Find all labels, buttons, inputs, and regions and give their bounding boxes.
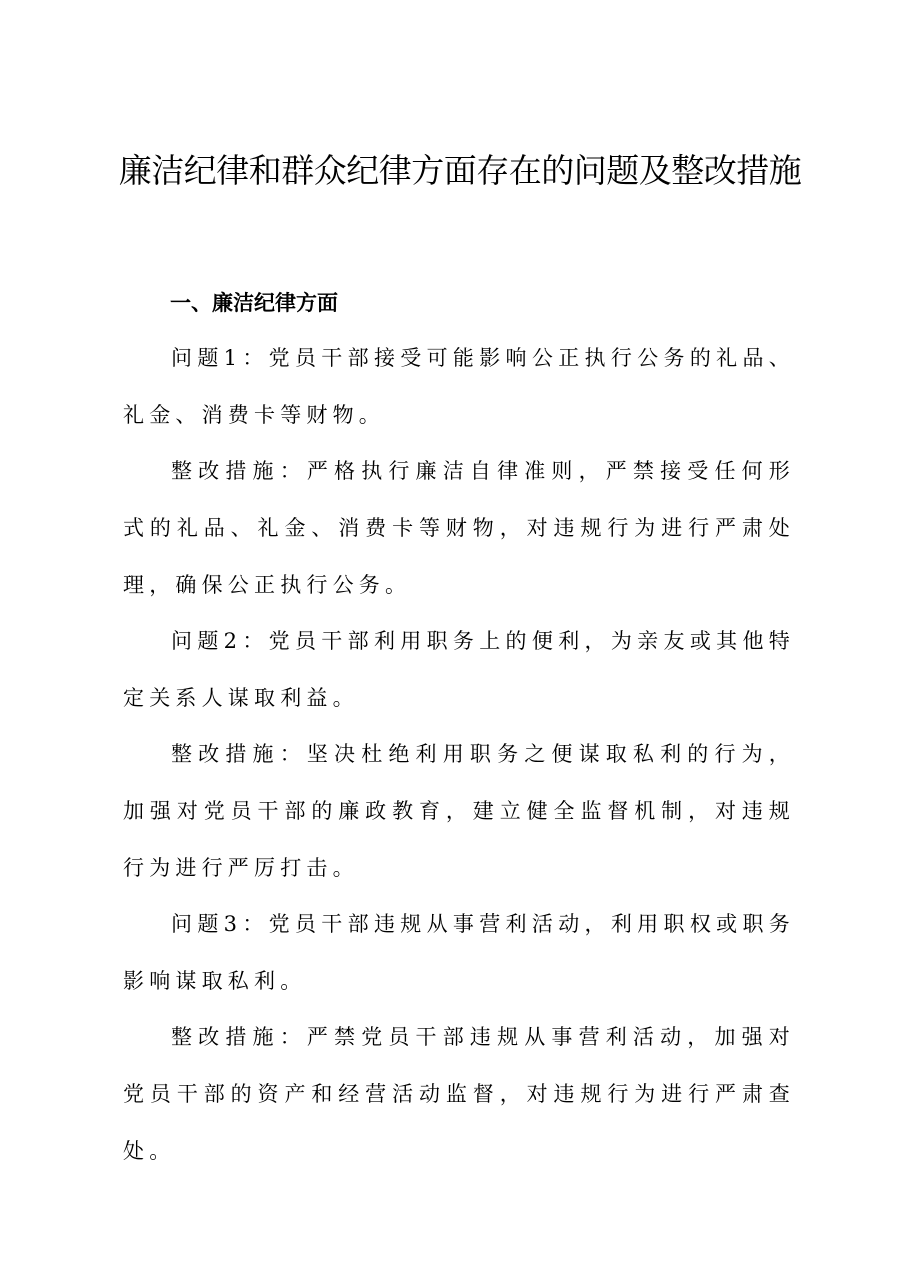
measure-1-paragraph: 整改措施：严格执行廉洁自律准则，严禁接受任何形式的礼品、礼金、消费卡等财物，对违规行为进行严肃处理，确保公正执行公务。 bbox=[123, 459, 795, 597]
problem-1-paragraph: 问题1：党员干部接受可能影响公正执行公务的礼品、礼金、消费卡等财物。 bbox=[123, 346, 795, 427]
measure-2-paragraph: 整改措施：坚决杜绝利用职务之便谋取私利的行为，加强对党员干部的廉政教育，建立健全监督机制，对违规行为进行严厉打击。 bbox=[123, 742, 795, 880]
document-title: 廉洁纪律和群众纪律方面存在的问题及整改措施 bbox=[118, 151, 802, 190]
section-heading: 一、廉洁纪律方面 bbox=[170, 291, 338, 315]
measure-3-paragraph: 整改措施：严禁党员干部违规从事营利活动，加强对党员干部的资产和经营活动监督，对违规行为进行严肃查处。 bbox=[123, 1025, 795, 1163]
problem-3-paragraph: 问题3：党员干部违规从事营利活动，利用职权或职务影响谋取私利。 bbox=[123, 912, 795, 993]
problem-2-paragraph: 问题2：党员干部利用职务上的便利，为亲友或其他特定关系人谋取利益。 bbox=[123, 629, 795, 710]
